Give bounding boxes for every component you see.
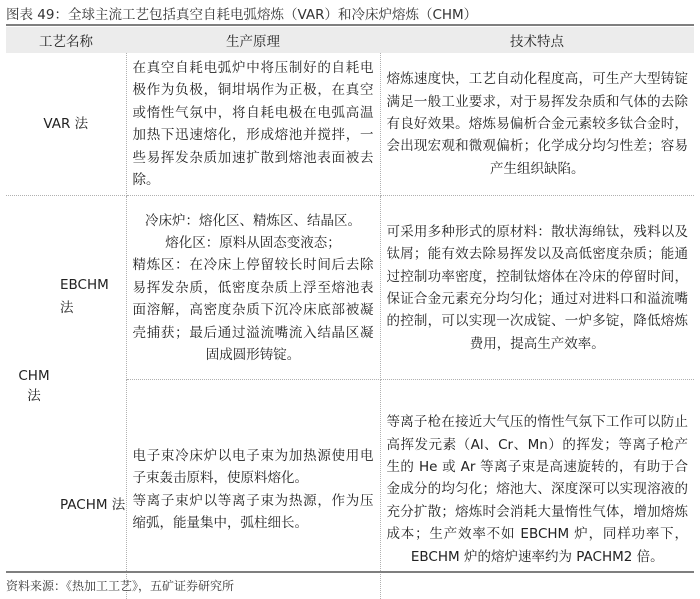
chm-name: CHM 法 [18,368,50,405]
pachm-principle-line-1: 电子束冷床炉以电子束为加热源使用电子束轰击原料，使原料熔化。 [132,447,374,487]
table-row-ebchm [6,196,694,380]
pachm-name: PACHM 法 [60,497,126,514]
top-rule [6,24,694,26]
table-header-row [6,27,694,53]
ebchm-name: EBCHM 法 [60,277,109,316]
figure-title: 图表 49：全球主流工艺包括真空自耗电弧熔炼（VAR）和冷床炉熔炼（CHM） [6,7,478,23]
ebchm-principle-line-2: 熔化区：原料从固态变液态； [165,234,341,251]
source-note: 资料来源：《热加工工艺》，五矿证券研究所 [6,579,235,593]
ebchm-principle [126,196,380,380]
var-name: VAR 法 [6,53,126,196]
bottom-rule [6,571,694,573]
table-row-var [6,53,694,196]
header-process-name: 工艺名称 [6,27,126,53]
header-principle: 生产原理 [126,27,380,53]
process-comparison-table [6,27,694,599]
ebchm-principle-line-3: 精炼区：在冷床上停留较长时间后去除易挥发杂质，低密度杂质上浮至熔池表面溶解，高密度杂质下沉冷床底部被凝壳捕获；最后通过溢流嘴流入结晶区凝固成圆形铸锭。 [132,257,374,363]
pachm-principle [126,380,380,599]
ebchm-features: 可采用多种形式的原材料：散状海绵钛，残料以及钛屑；能有效去除易挥发以及高低密度杂质；能通过控制功率密度，控制钛熔体在冷床的停留时间，保证合金元素充分均匀化；通过对进料口和溢流嘴的控制，可以实现一次成锭、一炉多锭，降低熔炼费用，提高生产效率。 [380,196,694,380]
var-features: 熔炼速度快，工艺自动化程度高，可生产大型铸锭满足一般工业要求，对于易挥发杂质和气体的去除有良好效果。熔炼易偏析合金元素较多钛合金时，会出现宏观和微观偏析；化学成分均匀性差；容易产生组织缺陷。 [380,53,694,196]
pachm-features: 等离子枪在接近大气压的惰性气氛下工作可以防止高挥发元素（Al、Cr、Mn）的挥发；等离子枪产生的 He 或 Ar 等离子束是高速旋转的，有助于合金成分的均匀化；熔池大、深度深可以实现溶液的充分扩散；熔炼时会消耗大量惰性气体，增加熔炼成本；生产效率不如 EBCHM 炉，同样功率下，EBCHM 炉的熔炉速率约为 PACHM2 倍。 [386,414,688,565]
var-principle: 在真空自耗电弧炉中将压制好的自耗电极作为负极，铜坩埚作为正极，在真空或惰性气氛中，将自耗电极在电弧高温加热下迅速熔化，形成熔池并搅拌，一些易挥发杂质加速扩散到熔池表面被去除。 [126,53,380,196]
chm-cell [6,196,126,599]
pachm-principle-line-2: 等离子束炉以等离子束为热源，作为压缩弧，能量集中，弧柱细长。 [132,492,374,532]
header-features: 技术特点 [380,27,694,53]
ebchm-principle-line-1: 冷床炉：熔化区、精炼区、结晶区。 [145,212,361,229]
